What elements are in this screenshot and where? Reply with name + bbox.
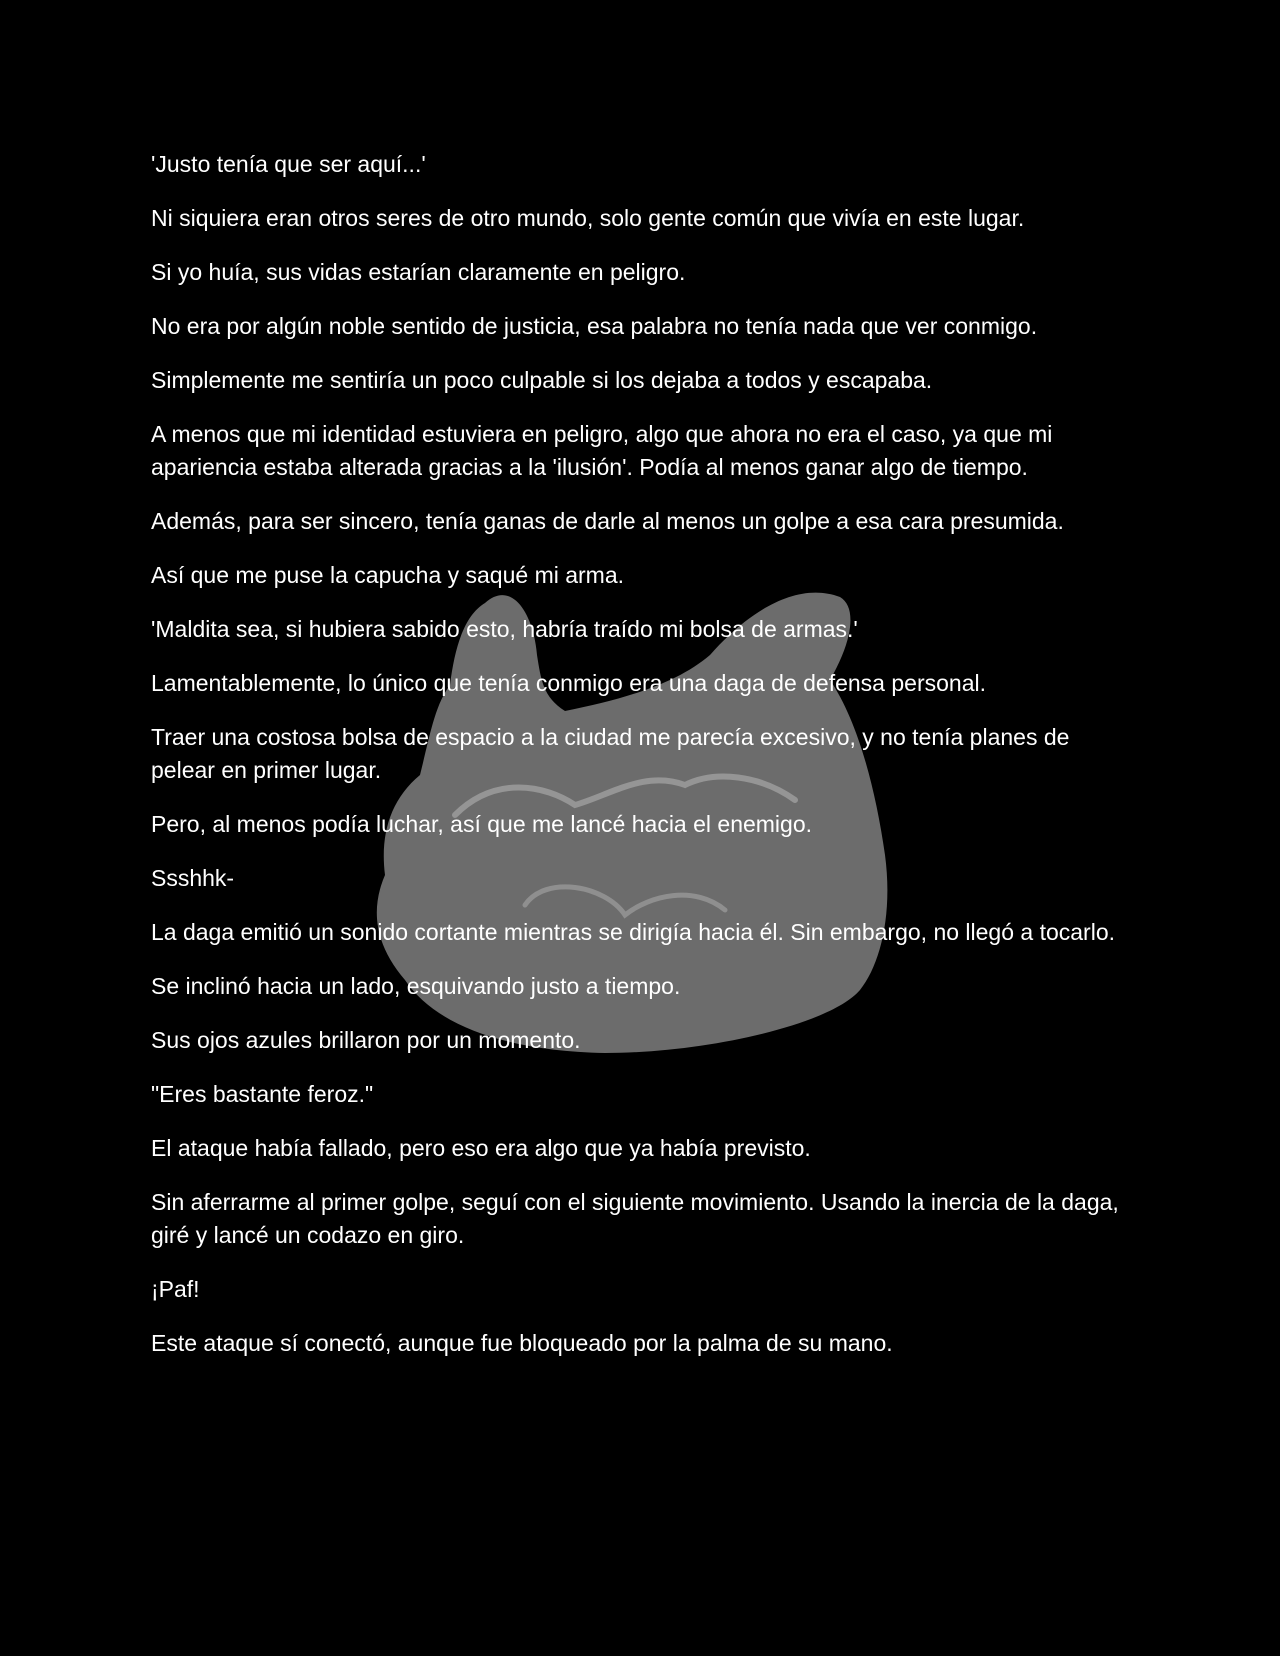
- paragraph: 'Justo tenía que ser aquí...': [151, 151, 426, 177]
- paragraph: La daga emitió un sonido cortante mientras se dirigía hacia él. Sin embargo, no llegó a tocarlo.: [151, 919, 1116, 945]
- paragraph: Así que me puse la capucha y saqué mi arma.: [151, 562, 625, 588]
- paragraph: "Eres bastante feroz.": [151, 1081, 374, 1107]
- paragraph: Se inclinó hacia un lado, esquivando justo a tiempo.: [151, 973, 681, 999]
- paragraph: Si yo huía, sus vidas estarían claramente en peligro.: [151, 259, 686, 285]
- paragraph: Ni siquiera eran otros seres de otro mundo, solo gente común que vivía en este lugar.: [151, 205, 1025, 231]
- paragraph: Simplemente me sentiría un poco culpable si los dejaba a todos y escapaba.: [151, 367, 933, 393]
- paragraph: A menos que mi identidad estuviera en peligro, algo que ahora no era el caso, ya que mi apariencia estaba alterada gracias a la 'ilusión'. Podía al menos ganar algo de tiempo.: [151, 421, 1053, 480]
- paragraph: Ssshhk-: [151, 865, 235, 891]
- paragraph: Este ataque sí conectó, aunque fue bloqueado por la palma de su mano.: [151, 1330, 893, 1356]
- paragraph: 'Maldita sea, si hubiera sabido esto, habría traído mi bolsa de armas.': [151, 616, 858, 642]
- paragraph: Pero, al menos podía luchar, así que me lancé hacia el enemigo.: [151, 811, 813, 837]
- story-text: [151, 148, 1131, 1381]
- paragraph: ¡Paf!: [151, 1276, 200, 1302]
- paragraph: Traer una costosa bolsa de espacio a la ciudad me parecía excesivo, y no tenía planes de pelear en primer lugar.: [151, 724, 1070, 783]
- paragraph: Sin aferrarme al primer golpe, seguí con el siguiente movimiento. Usando la inercia de la daga, giré y lancé un codazo en giro.: [151, 1189, 1119, 1248]
- paragraph: El ataque había fallado, pero eso era algo que ya había previsto.: [151, 1135, 811, 1161]
- paragraph: Sus ojos azules brillaron por un momento.: [151, 1027, 581, 1053]
- paragraph: Además, para ser sincero, tenía ganas de darle al menos un golpe a esa cara presumida.: [151, 508, 1064, 534]
- paragraph: No era por algún noble sentido de justicia, esa palabra no tenía nada que ver conmigo.: [151, 313, 1038, 339]
- paragraph: Lamentablemente, lo único que tenía conmigo era una daga de defensa personal.: [151, 670, 986, 696]
